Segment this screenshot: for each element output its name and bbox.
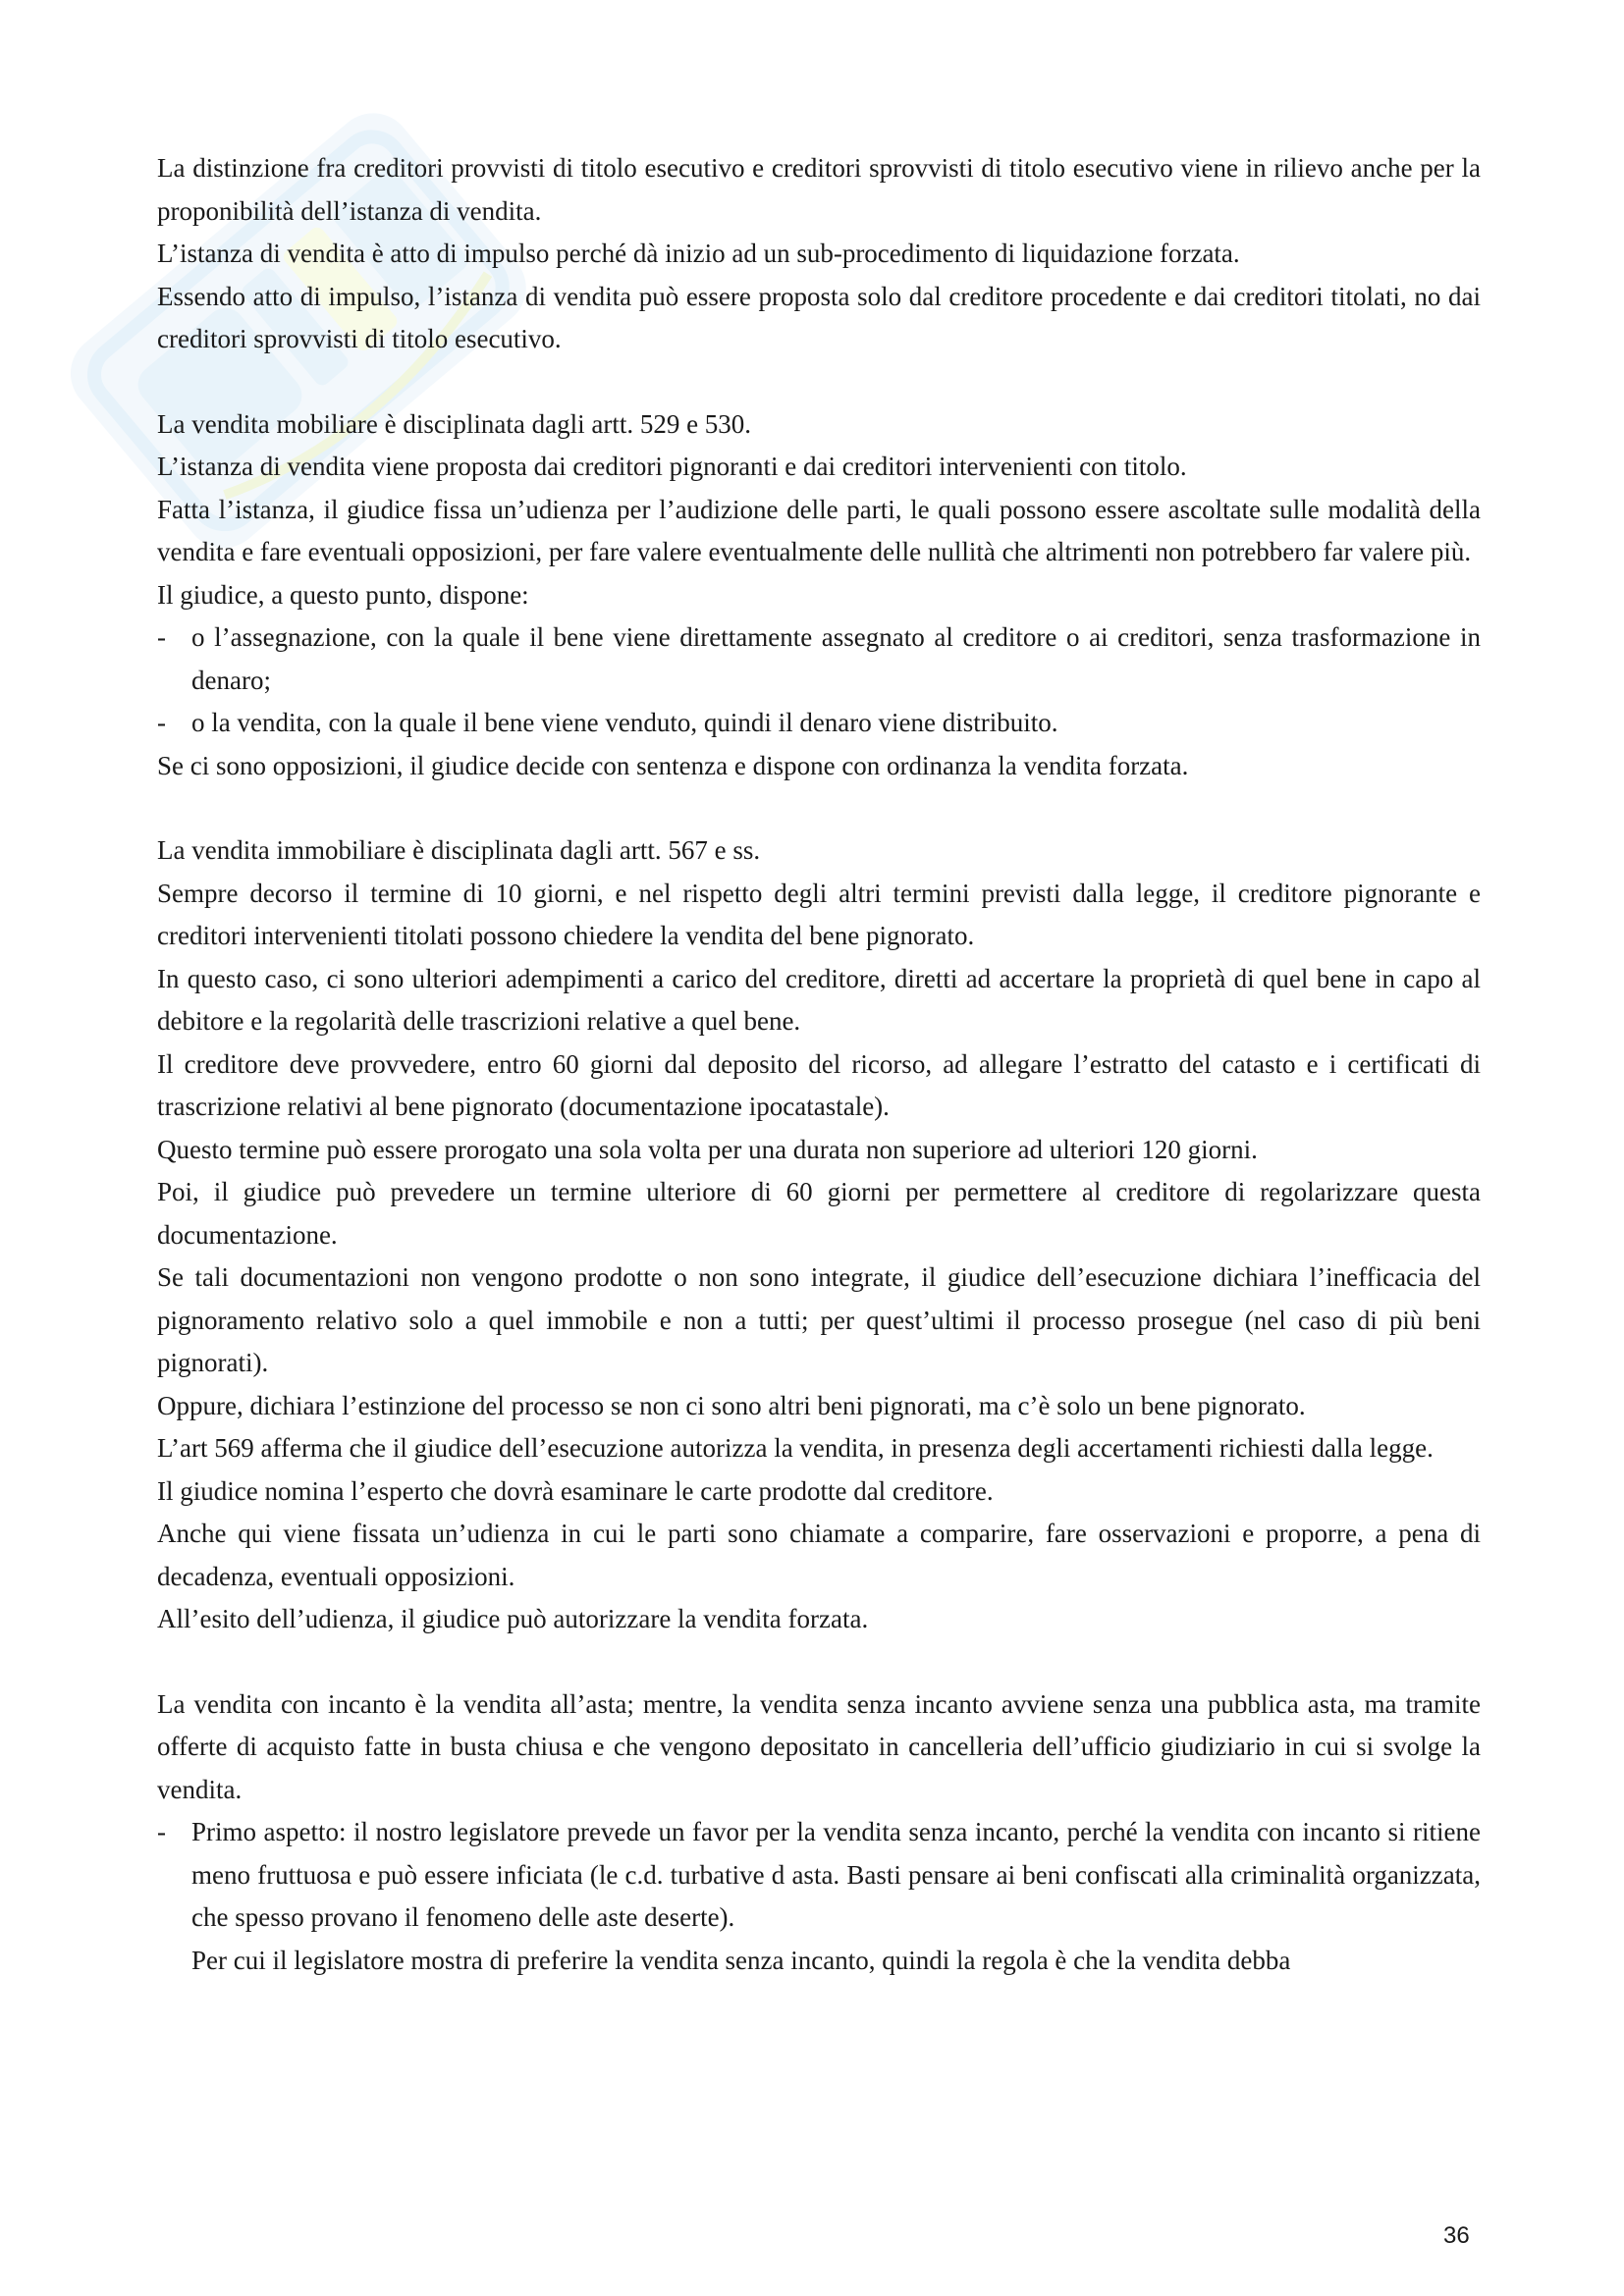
paragraph: Il giudice, a questo punto, dispone: xyxy=(157,579,529,610)
section-vendita-con-incanto xyxy=(157,1683,1481,1983)
list-item-text: Primo aspetto: il nostro legislatore prevede un favor per la vendita senza incanto, perché la vendita con incanto si ritiene meno fruttuosa e può essere inficiata (le c.d. turbative d asta. Basti pensare ai beni confiscati alla criminalità organizzata, che spesso provano il fenomeno delle aste deserte). xyxy=(191,1817,1481,1932)
paragraph: L’istanza di vendita viene proposta dai creditori pignoranti e dai creditori intervenienti con titolo. xyxy=(157,452,1187,481)
section-vendita-immobiliare xyxy=(157,829,1481,1641)
paragraph: La vendita con incanto è la vendita all’asta; mentre, la vendita senza incanto avviene senza una pubblica asta, ma tramite offerte di acquisto fatte in busta chiusa e che vengono depositato in cancelleria dell’ufficio giudiziario in cui si svolge la vendita. xyxy=(157,1688,1481,1804)
paragraph: In questo caso, ci sono ulteriori adempimenti a carico del creditore, diretti ad accertare la proprietà di quel bene in capo al debitore e la regolarità delle trascrizioni relative a quel bene. xyxy=(157,963,1481,1036)
paragraph: L’istanza di vendita è atto di impulso perché dà inizio ad un sub-procedimento di liquidazione forzata. xyxy=(157,239,1240,268)
paragraph: Il giudice nomina l’esperto che dovrà esaminare le carte prodotte dal creditore. xyxy=(157,1475,994,1506)
list-item-continuation: Per cui il legislatore mostra di preferire la vendita senza incanto, quindi la regola è che la vendita debba xyxy=(191,1945,1291,1975)
section-istanza-di-vendita xyxy=(157,147,1481,361)
paragraph: Questo termine può essere prorogato una sola volta per una durata non superiore ad ulteriori 120 giorni. xyxy=(157,1134,1258,1164)
paragraph: Poi, il giudice può prevedere un termine ulteriore di 60 giorni per permettere al creditore di regolarizzare questa documentazione. xyxy=(157,1177,1481,1250)
paragraph: Se ci sono opposizioni, il giudice decide con sentenza e dispone con ordinanza la vendita forzata. xyxy=(157,750,1189,780)
bullet-list xyxy=(157,616,1481,745)
list-item xyxy=(157,616,1481,702)
list-item-text: o la vendita, con la quale il bene viene venduto, quindi il denaro viene distribuito. xyxy=(191,708,1058,737)
paragraph: L’art 569 afferma che il giudice dell’esecuzione autorizza la vendita, in presenza degli accertamenti richiesti dalla legge. xyxy=(157,1433,1434,1463)
paragraph: Il creditore deve provvedere, entro 60 giorni dal deposito del ricorso, ad allegare l’estratto del catasto e i certificati di trascrizione relativi al bene pignorato (documentazione ipocatastale). xyxy=(157,1048,1481,1121)
page-number: 36 xyxy=(1443,2222,1470,2249)
paragraph: Essendo atto di impulso, l’istanza di vendita può essere proposta solo dal creditore procedente e dai creditori titolati, no dai creditori sprovvisti di titolo esecutivo. xyxy=(157,281,1481,353)
paragraph: Anche qui viene fissata un’udienza in cui le parti sono chiamate a comparire, fare osservazioni e proporre, a pena di decadenza, eventuali opposizioni. xyxy=(157,1519,1481,1591)
paragraph: Se tali documentazioni non vengono prodotte o non sono integrate, il giudice dell’esecuzione dichiara l’inefficacia del pignoramento relativo solo a quel immobile e non a tutti; per quest’ultimi il processo prosegue (nel caso di più beni pignorati). xyxy=(157,1262,1481,1377)
paragraph: La vendita mobiliare è disciplinata dagli artt. 529 e 530. xyxy=(157,408,752,439)
list-marker: - xyxy=(157,708,166,737)
paragraph: La distinzione fra creditori provvisti di titolo esecutivo e creditori sprovvisti di titolo esecutivo viene in rilievo anche per la proponibilità dell’istanza di vendita. xyxy=(157,153,1481,226)
paragraph: All’esito dell’udienza, il giudice può autorizzare la vendita forzata. xyxy=(157,1604,869,1633)
list-marker: - xyxy=(157,622,166,652)
list-item xyxy=(157,1811,1481,1982)
paragraph: Oppure, dichiara l’estinzione del processo se non ci sono altri beni pignorati, ma c’è solo un bene pignorato. xyxy=(157,1390,1306,1420)
list-marker: - xyxy=(157,1817,166,1846)
paragraph: Sempre decorso il termine di 10 giorni, e nel rispetto degli altri termini previsti dalla legge, il creditore pignorante e creditori intervenienti titolati possono chiedere la vendita del bene pignorato. xyxy=(157,878,1481,950)
section-vendita-mobiliare xyxy=(157,403,1481,788)
bullet-list xyxy=(157,1811,1481,1982)
list-item xyxy=(157,702,1481,745)
list-item-text: o l’assegnazione, con la quale il bene viene direttamente assegnato al creditore o ai creditori, senza trasformazione in denaro; xyxy=(191,622,1481,695)
paragraph: Fatta l’istanza, il giudice fissa un’udienza per l’audizione delle parti, le quali possono essere ascoltate sulle modalità della vendita e fare eventuali opposizioni, per fare valere eventualmente delle nullità che altrimenti non potrebbero far valere più. xyxy=(157,494,1481,566)
document-page xyxy=(157,147,1481,2024)
paragraph: La vendita immobiliare è disciplinata dagli artt. 567 e ss. xyxy=(157,835,761,865)
